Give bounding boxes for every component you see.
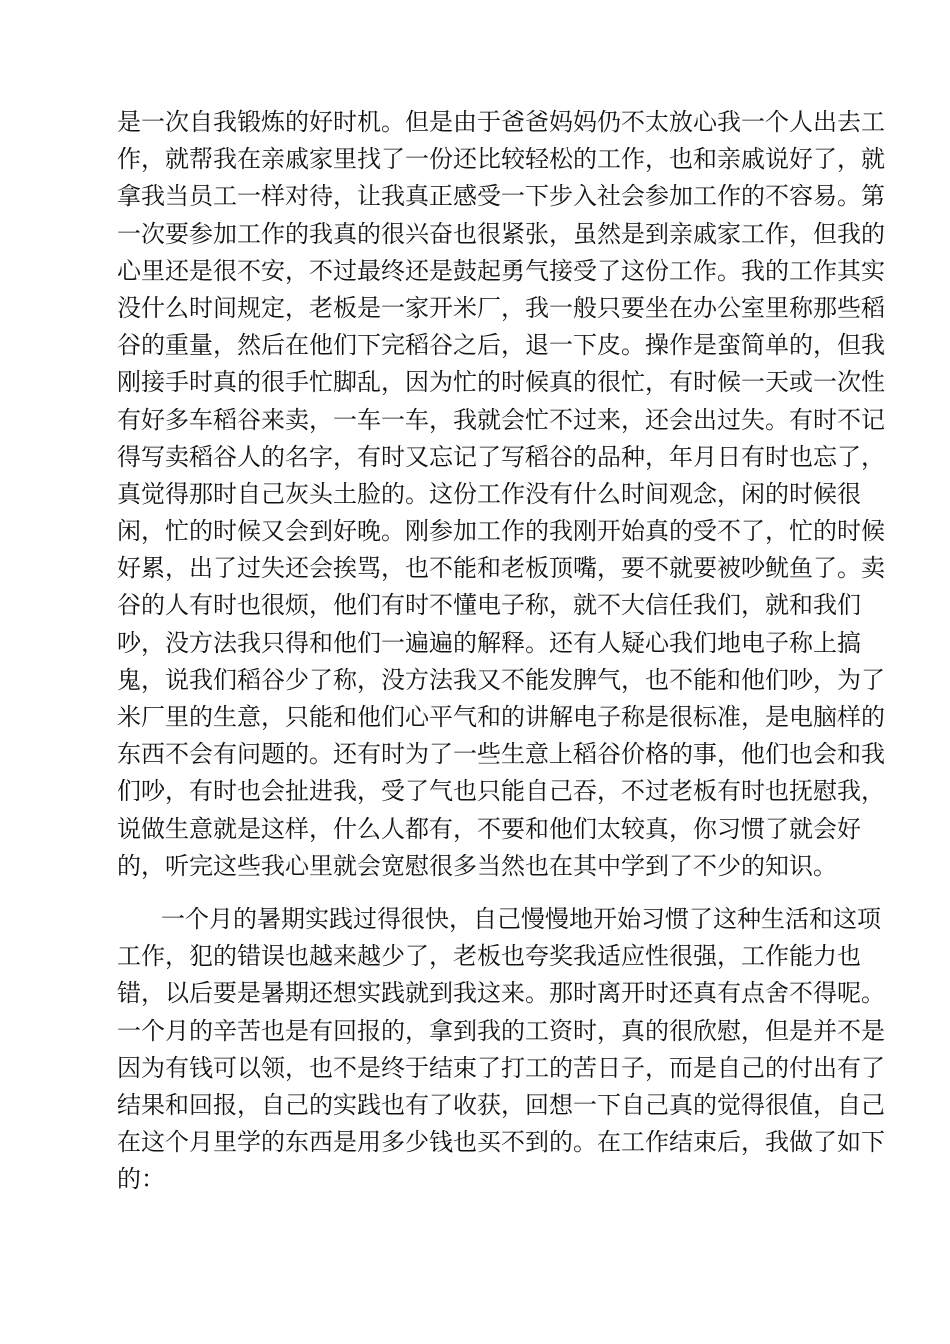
text-line-indented: 一个月的暑期实践过得很快，自己慢慢地开始习惯了这种生活和这项 [161, 904, 881, 933]
text-line: 东西不会有问题的。还有时为了一些生意上稻谷价格的事，他们也会和我 [117, 740, 885, 769]
text-line: 心里还是很不安，不过最终还是鼓起勇气接受了这份工作。我的工作其实 [117, 256, 885, 285]
text-line: 的，听完这些我心里就会宽慰很多当然也在其中学到了不少的知识。 [117, 851, 837, 880]
text-line: 的： [117, 1165, 165, 1194]
text-line: 说做生意就是这样，什么人都有，不要和他们太较真，你习惯了就会好 [117, 814, 861, 843]
text-line: 好累，出了过失还会挨骂，也不能和老板顶嘴，要不就要被吵鱿鱼了。卖 [117, 554, 885, 583]
paragraph-spacer [117, 885, 837, 901]
document-body [117, 104, 885, 1198]
text-line: 谷的人有时也很烦，他们有时不懂电子称，就不大信任我们，就和我们 [117, 591, 861, 620]
text-line: 一次要参加工作的我真的很兴奋也很紧张，虽然是到亲戚家工作，但我的 [117, 219, 885, 248]
text-line: 米厂里的生意，只能和他们心平气和的讲解电子称是很标准，是电脑样的 [117, 703, 885, 731]
text-line: 拿我当员工一样对待，让我真正感受一下步入社会参加工作的不容易。第 [117, 182, 885, 211]
text-line: 们吵，有时也会扯进我，受了气也只能自己吞，不过老板有时也抚慰我， [117, 777, 885, 806]
paragraph-2 [117, 901, 885, 1199]
paragraph-1 [117, 104, 885, 885]
text-line: 作，就帮我在亲戚家里找了一份还比较轻松的工作，也和亲戚说好了，就 [117, 145, 885, 174]
text-line: 没什么时间规定，老板是一家开米厂，我一般只要坐在办公室里称那些稻 [117, 293, 885, 322]
text-line: 刚接手时真的很手忙脚乱，因为忙的时候真的很忙，有时候一天或一次性 [117, 368, 885, 397]
text-line: 得写卖稻谷人的名字，有时又忘记了写稻谷的品种，年月日有时也忘了， [117, 442, 885, 471]
text-line: 鬼，说我们稻谷少了称，没方法我又不能发脾气，也不能和他们吵，为了 [117, 665, 885, 694]
text-line: 谷的重量，然后在他们下完稻谷之后，退一下皮。操作是蛮简单的，但我 [117, 331, 885, 360]
text-line: 因为有钱可以领，也不是终于结束了打工的苦日子，而是自己的付出有了 [117, 1053, 885, 1082]
text-line: 工作，犯的错误也越来越少了，老板也夸奖我适应性很强，工作能力也 [117, 942, 861, 971]
text-line: 在这个月里学的东西是用多少钱也买不到的。在工作结束后，我做了如下 [117, 1128, 885, 1157]
text-line: 有好多车稻谷来卖，一车一车，我就会忙不过来，还会出过失。有时不记 [117, 405, 885, 434]
text-line: 真觉得那时自己灰头土脸的。这份工作没有什么时间观念，闲的时候很 [117, 479, 861, 508]
text-line: 闲，忙的时候又会到好晚。刚参加工作的我刚开始真的受不了，忙的时候 [117, 517, 885, 546]
text-line: 错，以后要是暑期还想实践就到我这来。那时离开时还真有点舍不得呢。 [117, 979, 885, 1008]
text-line: 一个月的辛苦也是有回报的，拿到我的工资时，真的很欣慰，但是并不是 [117, 1016, 885, 1045]
text-line: 是一次自我锻炼的好时机。但是由于爸爸妈妈仍不太放心我一个人出去工 [117, 108, 885, 136]
text-line: 吵，没方法我只得和他们一遍遍的解释。还有人疑心我们地电子称上搞 [117, 628, 861, 657]
text-line: 结果和回报，自己的实践也有了收获，回想一下自己真的觉得很值，自己 [117, 1090, 885, 1119]
